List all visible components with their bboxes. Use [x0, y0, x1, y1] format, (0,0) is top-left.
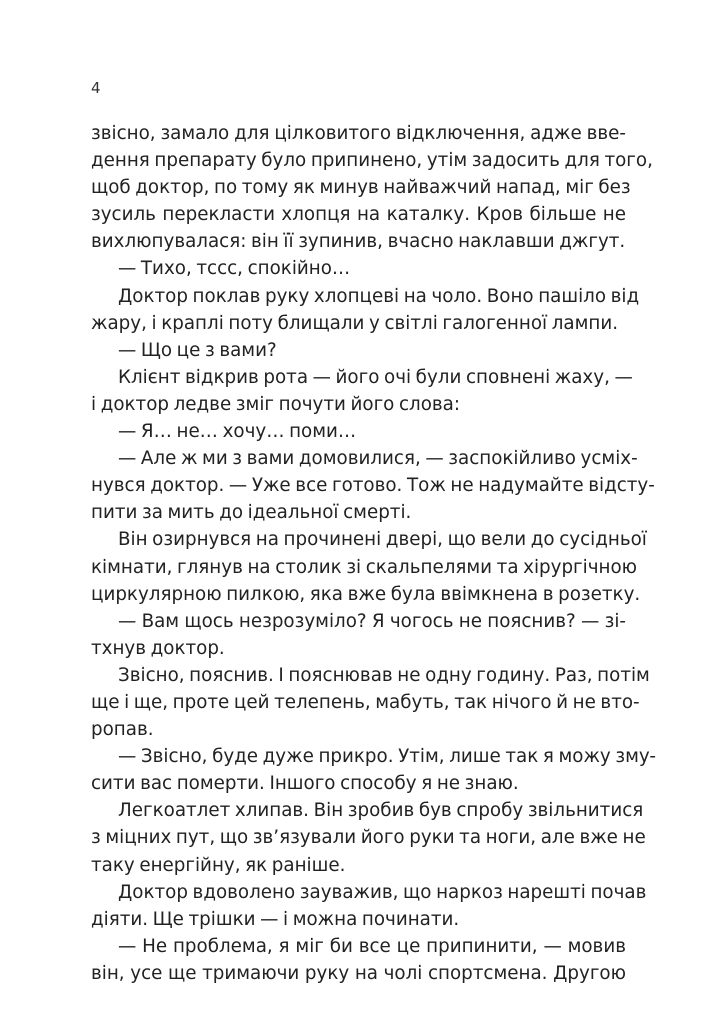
text-line: циркулярною пилкою, яка вже була ввімкнена в розетку. — [91, 583, 641, 605]
text-line: Доктор поклав руку хлопцеві на чоло. Воно пашіло від — [118, 285, 640, 307]
text-line: Він озирнувся на прочинені двері, що вели до сусідньої — [118, 529, 647, 551]
body-text — [91, 120, 656, 987]
text-line: зусиль перекласти хлопця на каталку. Кров більше не — [91, 204, 626, 226]
text-line: пити за мить до ідеальної смерті. — [91, 502, 412, 524]
text-line: тхнув доктор. — [91, 637, 225, 659]
text-line: щоб доктор, по тому як минув найважчий напад, міг без — [91, 177, 631, 199]
text-line: Звісно, пояснив. І пояснював не одну годину. Раз, потім — [118, 664, 650, 686]
text-line: — Не проблема, я міг би все це припинити, — мовив — [118, 935, 626, 957]
text-line: ще і ще, проте цей телепень, мабуть, так нічого й не вто- — [91, 691, 640, 713]
text-line: дення препарату було припинено, утім задосить для того, — [91, 150, 653, 172]
page-number: 4 — [91, 79, 101, 97]
text-line: жару, і краплі поту блищали у світлі галогенної лампи. — [91, 312, 619, 334]
text-line: Легкоатлет хлипав. Він зробив був спробу звільнитися — [118, 800, 644, 822]
text-line: він, усе ще тримаючи руку на чолі спортсмена. Другою — [91, 962, 626, 984]
text-line: звісно, замало для цілковитого відключення, адже вве- — [91, 123, 626, 144]
text-line: діяти. Ще трішки — і можна починати. — [91, 908, 460, 930]
text-line: вихлюпувалася: він її зупинив, вчасно наклавши джгут. — [91, 231, 626, 253]
text-line: Клієнт відкрив рота — його очі були сповнені жаху, — — [118, 366, 633, 388]
text-line: — Але ж ми з вами домовилися, — заспокійливо усміх- — [118, 448, 638, 470]
text-line: — Що це з вами? — [118, 339, 277, 361]
text-line: — Тихо, тссс, спокійно… — [118, 258, 351, 280]
text-line: — Я… не… хочу… поми… — [118, 421, 357, 443]
text-line: і доктор ледве зміг почути його слова: — [91, 393, 461, 415]
text-line: нувся доктор. — Уже все готово. Тож не надумайте відсту- — [91, 475, 655, 497]
text-line: таку енергійну, як раніше. — [91, 854, 346, 876]
text-line: ропав. — [91, 719, 154, 741]
text-line: — Вам щось незрозуміло? Я чогось не пояснив? — зі- — [118, 610, 626, 632]
text-line: Доктор вдоволено зауважив, що наркоз нарешті почав — [118, 881, 647, 903]
text-line: з міцних пут, що зв’язували його руки та ноги, але вже не — [91, 827, 646, 849]
text-line: — Звісно, буде дуже прикро. Утім, лише так я можу змy- — [118, 746, 656, 768]
text-line: кімнати, глянув на столик зі скальпелями та хірургічною — [91, 556, 638, 578]
text-line: сити вас померти. Іншого способу я не знаю. — [91, 773, 519, 795]
